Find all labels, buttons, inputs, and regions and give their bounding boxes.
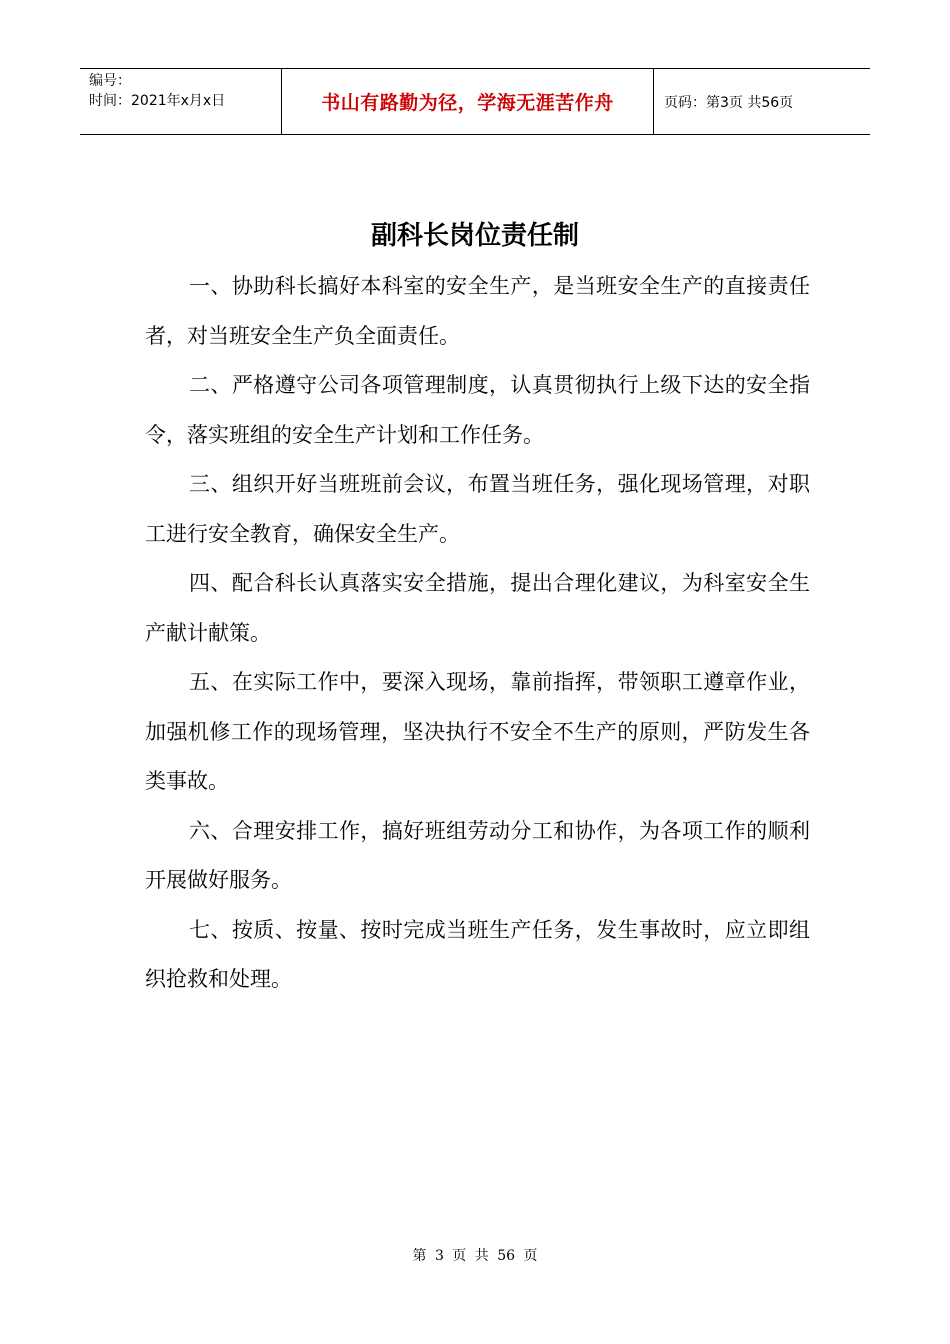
document-header (80, 68, 870, 135)
header-motto-cell (282, 69, 654, 134)
paragraph-4: 四、配合科长认真落实安全措施，提出合理化建议，为科室安全生产献计献策。 (145, 571, 810, 645)
header-number-label: 编号： (89, 73, 131, 89)
header-meta-cell (80, 69, 282, 134)
header-motto: 书山有路勤为径，学海无涯苦作舟 (321, 92, 614, 114)
paragraph-1: 一、协助科长搞好本科室的安全生产，是当班安全生产的直接责任者，对当班安全生产负全面责任。 (145, 274, 810, 348)
page-footer: 第 3 页 共 56 页 (412, 1248, 538, 1264)
paragraph-3: 三、组织开好当班班前会议，布置当班任务，强化现场管理，对职工进行安全教育，确保安全生产。 (145, 472, 810, 546)
paragraph-5: 五、在实际工作中，要深入现场，靠前指挥，带领职工遵章作业，加强机修工作的现场管理，坚决执行不安全不生产的原则，严防发生各类事故。 (145, 670, 810, 793)
document-body (145, 262, 810, 1005)
header-page-info: 页码：第3页 共56页 (664, 94, 794, 111)
paragraph-6: 六、合理安排工作，搞好班组劳动分工和协作，为各项工作的顺利开展做好服务。 (145, 818, 810, 892)
paragraph-2: 二、严格遵守公司各项管理制度，认真贯彻执行上级下达的安全指令，落实班组的安全生产计划和工作任务。 (145, 373, 810, 447)
header-page-cell (654, 69, 870, 134)
paragraph-7: 七、按质、按量、按时完成当班生产任务，发生事故时，应立即组织抢救和处理。 (145, 917, 810, 991)
document-title: 副科长岗位责任制 (370, 221, 579, 251)
header-time-label: 时间：2021年x月x日 (89, 93, 226, 109)
